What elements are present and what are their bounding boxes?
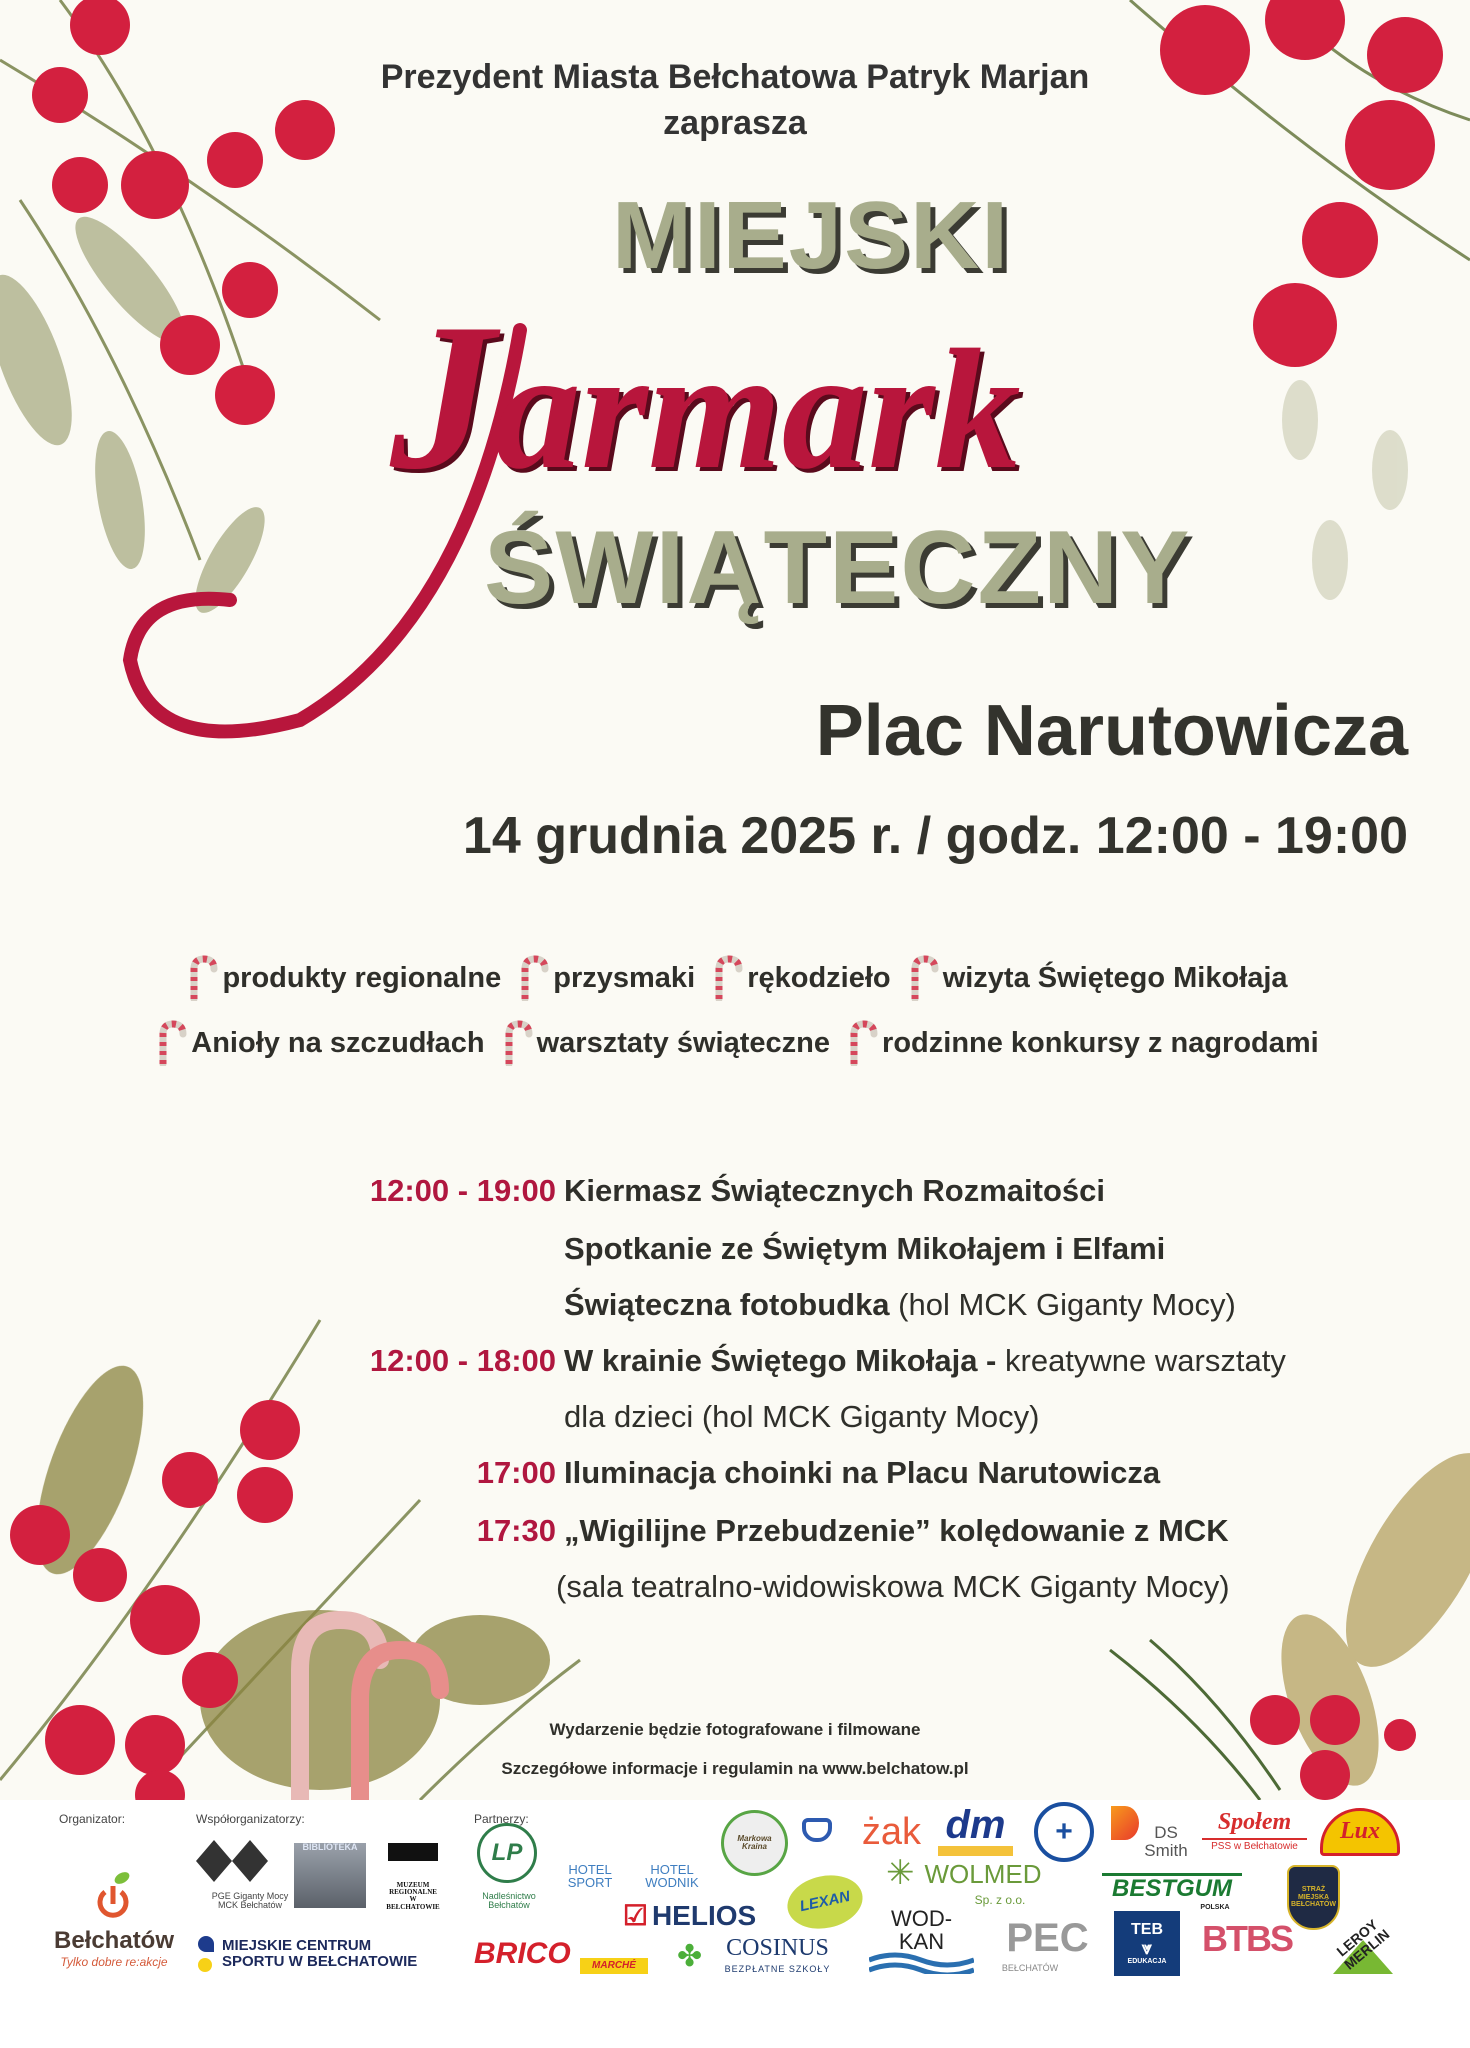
ds-smith-logo: DS Smith [1144,1823,1188,1860]
schedule-detail: (hol MCK Giganty Mocy) [889,1287,1236,1322]
biblioteka-logo: BIBLIOTEKA [294,1843,366,1908]
candy-cane-icon [707,955,747,1001]
spolem-subtitle: PSS w Bełchatowie [1211,1841,1298,1852]
mcs-heart-icon [198,1936,214,1976]
invites-text: zaprasza [663,104,807,142]
hotel-sport-logo: HOTEL SPORT [567,1861,613,1891]
attraction-item: warsztaty świąteczne [497,1020,830,1066]
cosinus-clover-icon: ✤ [677,1940,703,1973]
attraction-item: rękodzieło [707,955,890,1001]
dm-logo: dm [938,1804,1013,1856]
teb-edukacja-logo: TEB ⩔ EDUKACJA [1114,1911,1180,1976]
pge-giganty-mocy-logo: PGE Giganty Mocy MCK Bełchatów [211,1891,289,1911]
schedule-time: 12:00 - 19:00 [369,1173,556,1208]
schedule-row [0,1173,1470,1217]
brico-marche-logo: BRICO [474,1937,571,1971]
brico-marche-subtitle: MARCHÉ [580,1958,648,1974]
attraction-item: wizyta Świętego Mikołaja [903,955,1288,1001]
candy-cane-icon [497,1020,537,1066]
schedule-description [564,1513,1229,1549]
candy-cane-icon [513,955,553,1001]
miejskie-centrum-sportu-logo: MIEJSKIE CENTRUM SPORTU W BEŁCHATOWIE [222,1937,418,1970]
schedule-row [0,1399,1470,1443]
schedule-title: „Wigilijne Przebudzenie” kolędowanie z MCK [564,1513,1229,1548]
title-miejski: MIEJSKI [612,182,1011,289]
candy-cane-icon [903,955,943,1001]
belchatow-logo: Bełchatów [53,1927,175,1954]
wod-kan-logo: WOD-KAN [890,1905,953,1954]
leaves-top-right [1282,380,1408,600]
schedule-description [564,1343,1286,1379]
schedule-title: W krainie Świętego Mikołaja - [564,1343,997,1378]
schedule-detail: dla dzieci (hol MCK Giganty Mocy) [564,1399,1040,1434]
candy-cane-icon [151,1020,191,1066]
schedule-description [564,1173,1105,1209]
belchatow-tagline: Tylko dobre re:akcje [60,1955,168,1969]
schedule-time: 17:00 [476,1455,556,1490]
attraction-item: produkty regionalne [182,955,501,1001]
pec-logo: PEC [1006,1916,1089,1960]
spolem-logo: Społem [1202,1808,1307,1840]
schedule-description [564,1455,1160,1491]
helios-check-icon: ☑ [622,1899,648,1931]
lasy-panstwowe-logo: LP [477,1823,537,1883]
partners-label: Partnerzy: [474,1812,529,1826]
schedule-description [564,1399,1040,1435]
candy-cane-icon [182,955,222,1001]
schedule-title: Iluminacja choinki na Placu Narutowicza [564,1455,1161,1490]
schedule-row [0,1513,1470,1557]
lux-logo: Lux [1320,1808,1400,1856]
belchatow-power-apple-icon [95,1870,131,1922]
title-jarmark-rest: armark [495,315,1021,505]
schedule-title: Kiermasz Świątecznych Rozmaitości [564,1173,1105,1208]
coorganizers-label: Współorganizatorzy: [196,1812,305,1826]
organizer-label: Organizator: [59,1812,126,1826]
markowa-kraina-logo: Markowa Kraina [721,1810,788,1876]
schedule-row [0,1231,1470,1275]
title-jarmark [390,281,1021,513]
ratownictwo-logo: + [1034,1802,1094,1862]
btbs-logo: BTBS [1202,1918,1292,1960]
schedule-detail: (sala teatralno-widowiskowa MCK Giganty Mocy) [556,1569,1230,1604]
schedule-time: 17:30 [476,1513,556,1548]
zak-logo: żak [861,1811,921,1854]
schedule-time: 12:00 - 18:00 [369,1343,556,1378]
photo-notice: Wydarzenie będzie fotografowane i filmowane [549,1720,921,1739]
berries-top-right [1160,0,1443,367]
leroy-merlin-logo: LEROY MERLIN [1333,1916,1393,1973]
title-swiateczny: ŚWIĄTECZNY [484,510,1192,626]
date-time: 14 grudnia 2025 r. / godz. 12:00 - 19:00 [462,807,1408,865]
schedule-description [564,1231,1165,1267]
wolmed-star-of-life-icon: ✳ [886,1854,915,1892]
pge-giganty-mocy-logo-mark [196,1840,268,1882]
info-notice: Szczegółowe informacje i regulamin na www.belchatow.pl [501,1759,969,1778]
bestgum-logo: BESTGUM [1102,1873,1242,1902]
title-jarmark-initial: J [390,281,495,513]
attractions-line-1 [0,955,1470,1009]
muzeum-logo: MUZEUM REGIONALNE W BEŁCHATOWIE [388,1843,438,1911]
pec-subtitle: BEŁCHATÓW [1001,1963,1059,1973]
schedule-row [0,1455,1470,1499]
nadlesnictwo-logo: Nadleśnictwo Bełchatów [482,1891,536,1911]
cosinus-logo: COSINUS [726,1935,829,1962]
schedule-title: Spotkanie ze Świętym Mikołajem i Elfami [564,1231,1166,1266]
lexan-logo: LEXAN [782,1869,867,1936]
hotel-wodnik-logo: HOTEL WODNIK [645,1861,699,1891]
straz-miejska-logo: STRAŻ MIEJSKA BEŁCHATÓW [1287,1865,1340,1930]
bestgum-subtitle: POLSKA [1200,1904,1230,1911]
wod-kan-waves-icon [869,1952,974,1974]
schedule-detail: kreatywne warsztaty [996,1343,1286,1378]
schedule-row [0,1569,1470,1613]
schedule-title: Świąteczna fotobudka [564,1287,890,1322]
wolmed-logo: WOLMED [924,1859,1042,1890]
venue: Plac Narutowicza [815,691,1408,771]
attractions-line-2 [0,1020,1470,1074]
sponsors-footer [0,1800,1470,2048]
ds-smith-mark-icon [1111,1806,1139,1840]
attraction-item: rodzinne konkursy z nagrodami [842,1020,1319,1066]
helios-logo: ☑ HELIOS [622,1899,757,1931]
schedule-description [556,1569,1230,1605]
wolmed-subtitle: Sp. z o.o. [974,1893,1026,1907]
cosinus-subtitle: BEZPŁATNE SZKOŁY [724,1964,831,1974]
schedule-row [0,1287,1470,1331]
inviter-text: Prezydent Miasta Bełchatowa Patryk Marjan [380,58,1090,96]
teb-chevron-icon: ⩔ [1141,1937,1153,1958]
candy-cane-icon [842,1020,882,1066]
schedule-description [564,1287,1236,1323]
attraction-item: Anioły na szczudłach [151,1020,484,1066]
attraction-item: przysmaki [513,955,695,1001]
schedule-row [0,1343,1470,1387]
